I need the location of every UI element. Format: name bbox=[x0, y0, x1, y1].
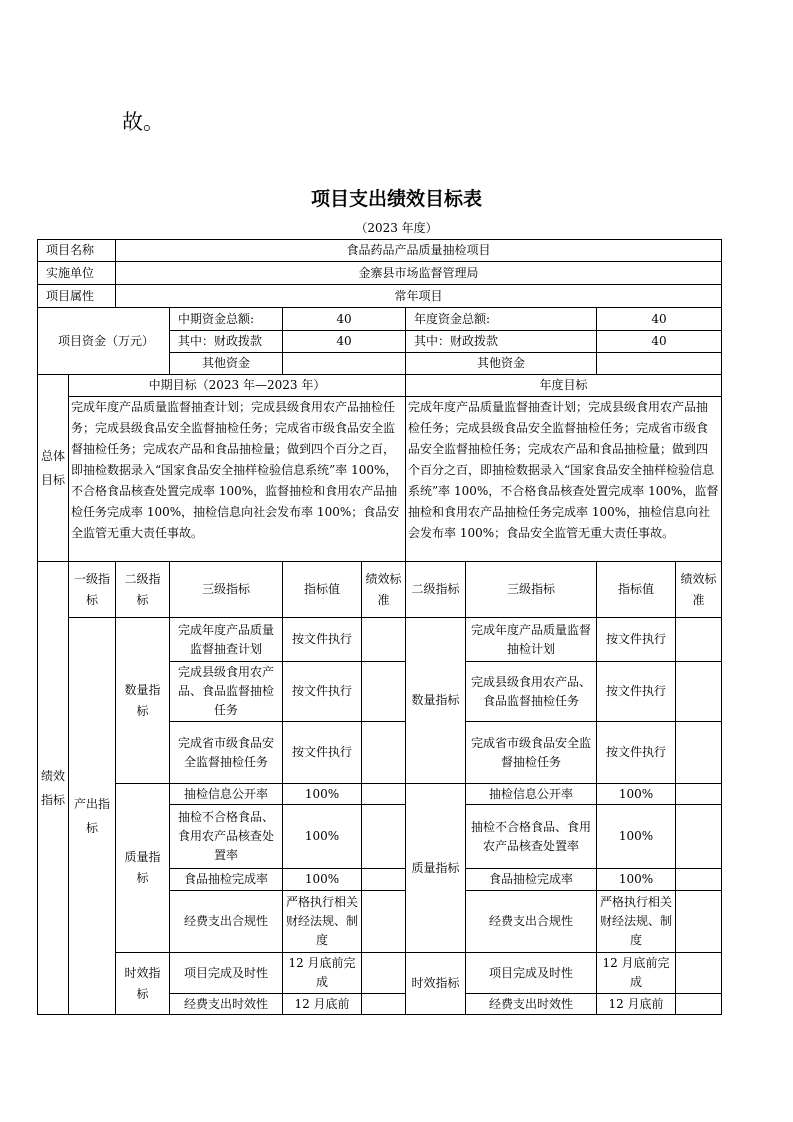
left-indicator-name: 经费支出合规性 bbox=[170, 891, 283, 953]
right-indicator-standard bbox=[676, 805, 722, 869]
header-standard: 绩效标准 bbox=[362, 562, 406, 618]
goal-mid-text: 完成年度产品质量监督抽查计划；完成县级食用农产品抽检任务；完成县级食品安全监督抽检任务；完成省市级食品安全监督抽检任务；完成农产品和食品抽检量；做到四个百分之百，即抽检数据录入“国家食品安全抽样检验信息系统”率 100%，不合格食品核查处置完成率 100%，监督抽检和食用农产品抽检任务完成率 100%，抽检信息向社会发布率 100%；食品安全监管无重大责任事故。 bbox=[69, 397, 406, 562]
project-name-row bbox=[38, 240, 722, 262]
mid-total-value: 40 bbox=[283, 308, 406, 331]
right-indicator-name: 项目完成及时性 bbox=[466, 953, 597, 994]
right-indicator-name: 经费支出时效性 bbox=[466, 994, 597, 1015]
performance-table bbox=[37, 239, 722, 1015]
header-l2-right: 二级指标 bbox=[406, 562, 466, 618]
attr-row bbox=[38, 285, 722, 308]
left-indicator-standard bbox=[362, 869, 406, 891]
header-l3-right: 三级指标 bbox=[466, 562, 597, 618]
header-l2: 二级指标 bbox=[116, 562, 170, 618]
right-indicator-name: 抽检信息公开率 bbox=[466, 784, 597, 805]
project-name-value: 食品药品产品质量抽检项目 bbox=[116, 240, 722, 262]
right-indicator-name: 抽检不合格食品、食用农产品核查处置率 bbox=[466, 805, 597, 869]
qty-label: 数量指标 bbox=[116, 618, 170, 784]
mid-fiscal-label: 其中：财政拨款 bbox=[170, 331, 283, 353]
right-indicator-standard bbox=[676, 722, 722, 784]
year-fiscal-label: 其中：财政拨款 bbox=[406, 331, 597, 353]
year-other-value bbox=[597, 353, 722, 375]
goal-year-header: 年度目标 bbox=[406, 375, 722, 397]
left-indicator-value: 100% bbox=[283, 869, 362, 891]
year-subtitle: （2023 年度） bbox=[355, 221, 438, 235]
right-indicator-standard bbox=[676, 618, 722, 662]
right-indicator-value: 100% bbox=[597, 869, 676, 891]
indicator-row bbox=[38, 953, 722, 994]
left-indicator-value: 12 月底前完成 bbox=[283, 953, 362, 994]
right-indicator-name: 食品抽检完成率 bbox=[466, 869, 597, 891]
left-indicator-value: 按文件执行 bbox=[283, 662, 362, 722]
left-indicator-value: 100% bbox=[283, 805, 362, 869]
header-value: 指标值 bbox=[283, 562, 362, 618]
goal-label: 总体目标 bbox=[38, 375, 69, 562]
left-indicator-name: 抽检信息公开率 bbox=[170, 784, 283, 805]
right-indicator-standard bbox=[676, 662, 722, 722]
attr-value: 常年项目 bbox=[116, 285, 722, 308]
unit-row bbox=[38, 262, 722, 285]
indicator-row bbox=[38, 618, 722, 662]
mid-fiscal-value: 40 bbox=[283, 331, 406, 353]
right-indicator-standard bbox=[676, 994, 722, 1015]
left-indicator-value: 12 月底前 bbox=[283, 994, 362, 1015]
left-indicator-value: 按文件执行 bbox=[283, 722, 362, 784]
indicator-label: 绩效指标 bbox=[38, 562, 69, 1015]
time-label: 时效指标 bbox=[116, 953, 170, 1015]
unit-label: 实施单位 bbox=[38, 262, 116, 285]
left-indicator-standard bbox=[362, 994, 406, 1015]
fund-label: 项目资金（万元） bbox=[38, 308, 170, 375]
right-indicator-standard bbox=[676, 869, 722, 891]
right-indicator-value: 100% bbox=[597, 784, 676, 805]
goal-year-text: 完成年度产品质量监督抽查计划；完成县级食用农产品抽检任务；完成县级食品安全监督抽检任务；完成省市级食品安全监督抽检任务；完成农产品和食品抽检量；做到四个百分之百，即抽检数据录入“国家食品安全抽样检验信息系统”率 100%，不合格食品核查处置完成率 100%，监督抽检和食用农产品抽检任务完成率 100%，抽检信息向社会发布率 100%；食品安全监管无重大责任事故。 bbox=[406, 397, 722, 562]
qual-label: 质量指标 bbox=[116, 784, 170, 953]
right-indicator-value: 按文件执行 bbox=[597, 662, 676, 722]
right-indicator-standard bbox=[676, 891, 722, 953]
header-standard-right: 绩效标准 bbox=[676, 562, 722, 618]
header-l1: 一级指标 bbox=[69, 562, 116, 618]
right-indicator-name: 经费支出合规性 bbox=[466, 891, 597, 953]
indicator-header-row bbox=[38, 562, 722, 618]
right-indicator-value: 12 月底前 bbox=[597, 994, 676, 1015]
right-indicator-value: 按文件执行 bbox=[597, 618, 676, 662]
year-total-label: 年度资金总额: bbox=[406, 308, 597, 331]
header-l3: 三级指标 bbox=[170, 562, 283, 618]
left-indicator-standard bbox=[362, 784, 406, 805]
left-indicator-name: 完成省市级食品安全监督抽检任务 bbox=[170, 722, 283, 784]
right-indicator-standard bbox=[676, 953, 722, 994]
output-label: 产出指标 bbox=[69, 618, 116, 1015]
right-indicator-value: 按文件执行 bbox=[597, 722, 676, 784]
time-label-right: 时效指标 bbox=[406, 953, 466, 1015]
left-indicator-value: 100% bbox=[283, 784, 362, 805]
intro-tail-text: 故。 bbox=[122, 110, 164, 134]
left-indicator-standard bbox=[362, 618, 406, 662]
goal-header-row bbox=[38, 375, 722, 397]
left-indicator-standard bbox=[362, 953, 406, 994]
left-indicator-name: 食品抽检完成率 bbox=[170, 869, 283, 891]
qual-label-right: 质量指标 bbox=[406, 784, 466, 953]
goal-mid-header: 中期目标（2023 年—2023 年） bbox=[69, 375, 406, 397]
header-value-right: 指标值 bbox=[597, 562, 676, 618]
year-total-value: 40 bbox=[597, 308, 722, 331]
left-indicator-standard bbox=[362, 891, 406, 953]
attr-label: 项目属性 bbox=[38, 285, 116, 308]
left-indicator-name: 完成县级食用农产品、食品监督抽检任务 bbox=[170, 662, 283, 722]
year-fiscal-value: 40 bbox=[597, 331, 722, 353]
left-indicator-name: 抽检不合格食品、食用农产品核查处置率 bbox=[170, 805, 283, 869]
fund-total-row bbox=[38, 308, 722, 331]
right-indicator-name: 完成年度产品质量监督抽检计划 bbox=[466, 618, 597, 662]
right-indicator-value: 严格执行相关财经法规、制度 bbox=[597, 891, 676, 953]
left-indicator-name: 项目完成及时性 bbox=[170, 953, 283, 994]
mid-total-label: 中期资金总额: bbox=[170, 308, 283, 331]
right-indicator-value: 12 月底前完成 bbox=[597, 953, 676, 994]
left-indicator-standard bbox=[362, 662, 406, 722]
mid-other-value bbox=[283, 353, 406, 375]
left-indicator-name: 完成年度产品质量监督抽查计划 bbox=[170, 618, 283, 662]
left-indicator-name: 经费支出时效性 bbox=[170, 994, 283, 1015]
qty-label-right: 数量指标 bbox=[406, 618, 466, 784]
right-indicator-name: 完成县级食用农产品、食品监督抽检任务 bbox=[466, 662, 597, 722]
page-title: 项目支出绩效目标表 bbox=[310, 188, 482, 210]
left-indicator-standard bbox=[362, 805, 406, 869]
indicator-row bbox=[38, 784, 722, 805]
mid-other-label: 其他资金 bbox=[170, 353, 283, 375]
right-indicator-standard bbox=[676, 784, 722, 805]
left-indicator-value: 按文件执行 bbox=[283, 618, 362, 662]
year-other-label: 其他资金 bbox=[406, 353, 597, 375]
goal-text-row bbox=[38, 397, 722, 562]
left-indicator-value: 严格执行相关财经法规、制度 bbox=[283, 891, 362, 953]
project-name-label: 项目名称 bbox=[38, 240, 116, 262]
left-indicator-standard bbox=[362, 722, 406, 784]
right-indicator-name: 完成省市级食品安全监督抽检任务 bbox=[466, 722, 597, 784]
right-indicator-value: 100% bbox=[597, 805, 676, 869]
unit-value: 金寨县市场监督管理局 bbox=[116, 262, 722, 285]
